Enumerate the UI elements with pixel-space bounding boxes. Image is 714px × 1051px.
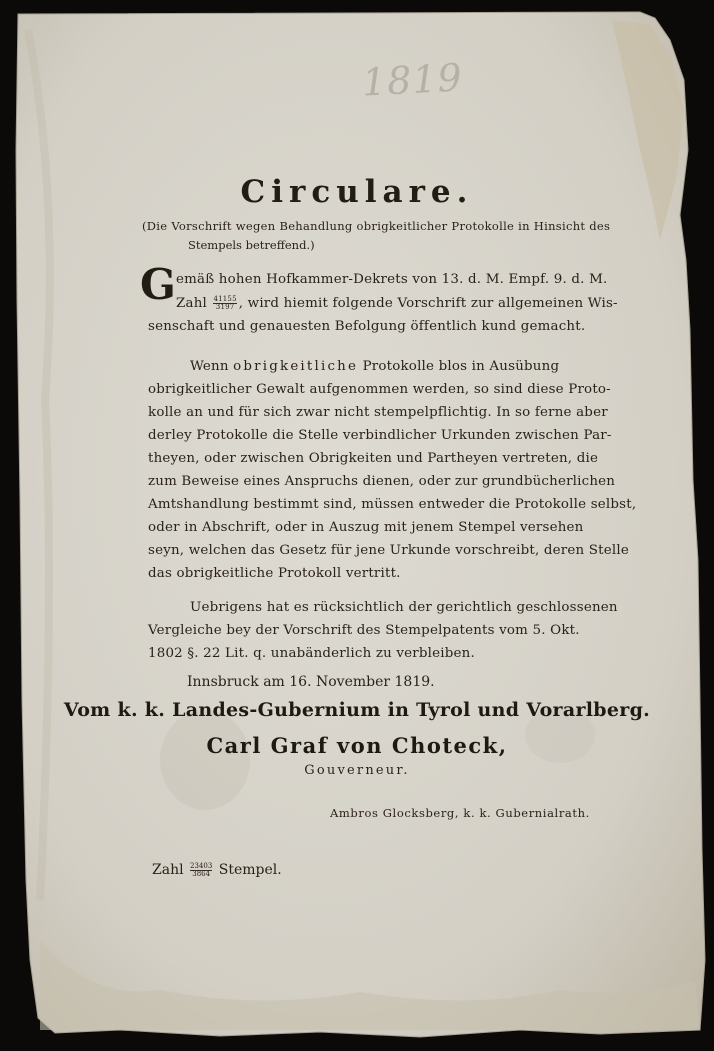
intro-fraction-numerator: 41155 (213, 295, 237, 303)
paragraph-1-line-1 (190, 359, 559, 374)
governor-name: Carl Graf von Choteck, (206, 733, 508, 758)
file-number (152, 862, 282, 878)
file-number-suffix: Stempel. (218, 862, 282, 878)
paragraph-2-line: Vergleiche bey der Vorschrift des Stempelpatents vom 5. Okt. (148, 623, 580, 638)
pencil-year-note: 1819 (360, 55, 464, 105)
intro-line-1: emäß hohen Hofkammer-Dekrets von 13. d. M. Empf. 9. d. M. (176, 272, 608, 287)
paragraph-1-lead-rest: Protokolle blos in Ausübung (358, 359, 560, 374)
document-title: Circulare. (240, 174, 474, 210)
paragraph-1-line: theyen, oder zwischen Obrigkeiten und Partheyen vertreten, die (148, 451, 599, 466)
paragraph-2-line: Uebrigens hat es rücksichtlich der gerichtlich geschlossenen (190, 600, 618, 615)
intro-line-2-prefix: Zahl (176, 296, 207, 311)
file-number-prefix: Zahl (152, 862, 184, 878)
paragraph-1-line: Amtshandlung bestimmt sind, müssen entweder die Protokolle selbst, (148, 497, 637, 512)
intro-line-2-rest: , wird hiemit folgende Vorschrift zur allgemeinen Wis- (238, 296, 618, 311)
issuing-authority: Vom k. k. Landes-Gubernium in Tyrol und Vorarlberg. (63, 699, 651, 721)
paragraph-1-line: seyn, welchen das Gesetz für jene Urkunde vorschreibt, deren Stelle (148, 543, 629, 558)
paragraph-1-line: zum Beweise eines Anspruchs dienen, oder zur grundbücherlichen (148, 474, 616, 489)
paragraph-1-line: kolle an und für sich zwar nicht stempelpflichtig. In so ferne aber (148, 405, 608, 420)
place-and-date: Innsbruck am 16. November 1819. (187, 674, 435, 690)
intro-line-2 (176, 296, 618, 311)
paragraph-1-line: derley Protokolle die Stelle verbindlicher Urkunden zwischen Par- (148, 428, 612, 443)
paragraph-1-line: oder in Abschrift, oder in Auszug mit jenem Stempel versehen (148, 520, 584, 535)
governor-title: Gouverneur. (304, 763, 410, 778)
intro-fraction (213, 296, 236, 311)
subtitle-line-2: Stempels betreffend.) (188, 238, 315, 252)
intro-line-3: senschaft und genauesten Befolgung öffentlich kund gemacht. (148, 319, 586, 334)
file-number-denominator: 3864 (192, 869, 211, 878)
countersignature: Ambros Glocksberg, k. k. Gubernialrath. (330, 806, 590, 820)
file-number-fraction (190, 863, 212, 878)
file-number-numerator: 23403 (190, 861, 213, 870)
subtitle-line-1: (Die Vorschrift wegen Behandlung obrigkeitlicher Protokolle in Hinsicht des (142, 219, 611, 233)
paragraph-1-lead-word: Wenn (190, 359, 234, 374)
paragraph-1-emphasis: obrigkeitliche (233, 359, 359, 374)
paragraph-2-line: 1802 §. 22 Lit. q. unabänderlich zu verbleiben. (148, 646, 475, 661)
paragraph-1-line: obrigkeitlicher Gewalt aufgenommen werden, so sind diese Proto- (148, 382, 611, 397)
intro-fraction-denominator: 3197 (215, 303, 235, 311)
paragraph-1-line: das obrigkeitliche Protokoll vertritt. (148, 566, 401, 581)
intro-dropcap: G (140, 260, 176, 309)
